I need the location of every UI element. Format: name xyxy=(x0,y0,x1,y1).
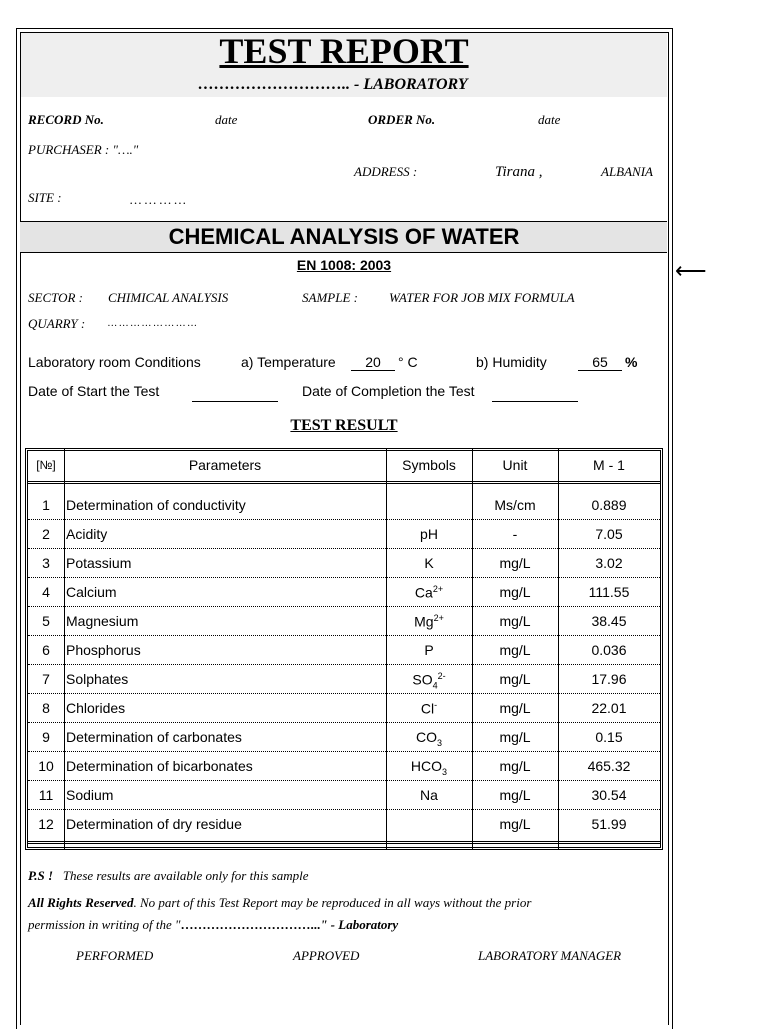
row-parameter: Chlorides xyxy=(66,700,126,716)
row-unit: mg/L xyxy=(499,787,531,803)
address-label: ADDRESS : xyxy=(354,164,418,179)
symbol-base: CO xyxy=(415,729,437,745)
row-number: 9 xyxy=(42,729,50,745)
row-separator xyxy=(28,780,660,781)
row-symbol xyxy=(386,729,472,748)
symbol-subscript: 4 xyxy=(432,680,438,691)
rights-text: . No part of this Test Report may be reproduced in all ways without the prior xyxy=(133,895,532,910)
room-conditions-label: Laboratory room Conditions xyxy=(28,354,201,370)
sample-label: SAMPLE : xyxy=(302,290,358,305)
symbol-base: Ca xyxy=(414,584,433,601)
header-unit: Unit xyxy=(502,457,528,473)
row-value: 465.32 xyxy=(587,758,631,774)
row-unit: - xyxy=(512,526,518,542)
row-symbol xyxy=(386,787,472,803)
start-date-label: Date of Start the Test xyxy=(28,383,160,399)
ps-text: These results are available only for this sample xyxy=(62,868,309,883)
quarry-value: … … … … … … … … xyxy=(108,318,197,329)
symbol-base: HCO xyxy=(410,758,443,774)
symbol-base: SO xyxy=(412,671,433,688)
row-number: 10 xyxy=(38,758,54,774)
row-unit: mg/L xyxy=(499,700,531,716)
temperature-value: 20 xyxy=(351,354,395,371)
row-parameter: Sodium xyxy=(66,787,114,803)
row-parameter: Acidity xyxy=(66,526,108,542)
temperature-label: a) Temperature xyxy=(241,354,336,370)
record-date: date xyxy=(215,112,238,127)
performed-label: PERFORMED xyxy=(76,948,154,963)
test-result-title: TEST RESULT xyxy=(290,417,398,434)
permission-end: " - xyxy=(320,917,339,932)
row-symbol xyxy=(386,613,472,630)
row-number: 3 xyxy=(42,555,50,571)
symbol-subscript: 3 xyxy=(436,737,442,748)
completion-date-line xyxy=(492,401,578,402)
symbol-base: Mg xyxy=(414,613,434,630)
symbol-superscript: - xyxy=(434,700,438,710)
row-parameter: Phosphorus xyxy=(66,642,141,658)
row-unit: mg/L xyxy=(499,584,531,600)
row-separator xyxy=(28,548,660,549)
completion-date-label: Date of Completion the Test xyxy=(302,383,475,399)
standard-title: EN 1008: 2003 xyxy=(296,257,392,273)
table-header-divider xyxy=(28,481,660,484)
row-unit: mg/L xyxy=(499,613,531,629)
order-label: ORDER No. xyxy=(368,112,436,127)
row-value: 38.45 xyxy=(591,613,627,629)
row-unit: mg/L xyxy=(499,642,531,658)
site-label: SITE : xyxy=(28,190,62,205)
row-number: 6 xyxy=(42,642,50,658)
record-label: RECORD No. xyxy=(28,112,104,127)
row-symbol xyxy=(386,555,472,571)
quarry-label: QUARRY : xyxy=(28,316,86,331)
row-value: 0.036 xyxy=(591,642,627,658)
header-parameters: Parameters xyxy=(188,457,262,473)
row-unit: mg/L xyxy=(499,729,531,745)
sector-label: SECTOR : xyxy=(28,290,84,305)
symbol-superscript: 2- xyxy=(437,671,446,681)
row-value: 7.05 xyxy=(595,526,623,542)
row-parameter: Determination of bicarbonates xyxy=(66,758,253,774)
humidity-value: 65 xyxy=(578,354,622,371)
row-unit: mg/L xyxy=(499,758,531,774)
row-number: 7 xyxy=(42,671,50,687)
row-value: 0.889 xyxy=(591,497,627,513)
row-symbol xyxy=(386,671,472,690)
symbol-base: Na xyxy=(420,787,438,803)
purchaser: PURCHASER : "…." xyxy=(28,142,139,157)
row-symbol xyxy=(386,584,472,601)
row-symbol xyxy=(386,700,472,717)
approved-label: APPROVED xyxy=(293,948,360,963)
row-separator xyxy=(28,751,660,752)
left-arrow-icon: ⟵ xyxy=(675,258,707,283)
row-value: 30.54 xyxy=(591,787,627,803)
row-parameter: Potassium xyxy=(66,555,132,571)
row-unit: mg/L xyxy=(499,671,531,687)
header-symbols: Symbols xyxy=(402,457,456,473)
symbol-base: Cl xyxy=(420,700,435,717)
row-value: 22.01 xyxy=(591,700,627,716)
symbol-base: pH xyxy=(420,526,438,542)
humidity-unit: % xyxy=(625,354,638,370)
laboratory-line: ……………………….. - LABORATORY xyxy=(198,76,468,93)
header-number: [№] xyxy=(36,458,56,472)
report-title: TEST REPORT xyxy=(219,31,469,71)
symbol-superscript: 2+ xyxy=(433,613,444,623)
row-separator xyxy=(28,577,660,578)
site-value: … … … … xyxy=(130,192,186,207)
country: ALBANIA xyxy=(601,164,653,179)
row-parameter: Determination of dry residue xyxy=(66,816,242,832)
symbol-subscript: 3 xyxy=(442,766,448,777)
row-separator xyxy=(28,635,660,636)
row-separator xyxy=(28,809,660,810)
permission-text: permission in writing of the " xyxy=(28,917,181,932)
row-separator xyxy=(28,722,660,723)
order-date: date xyxy=(538,112,561,127)
ps-label: P.S ! xyxy=(28,868,54,883)
table-col-divider xyxy=(64,448,65,850)
table-bottom-divider xyxy=(28,841,660,844)
row-separator xyxy=(28,606,660,607)
row-parameter: Solphates xyxy=(66,671,129,687)
row-unit: mg/L xyxy=(499,816,531,832)
row-number: 11 xyxy=(38,787,54,803)
row-separator xyxy=(28,519,660,520)
row-symbol xyxy=(386,758,472,777)
row-value: 3.02 xyxy=(595,555,623,571)
row-unit: mg/L xyxy=(499,555,531,571)
row-symbol xyxy=(386,642,472,658)
permission-dots: …………………………... xyxy=(180,917,321,932)
row-separator xyxy=(28,693,660,694)
row-symbol xyxy=(386,526,472,542)
manager-label: LABORATORY MANAGER xyxy=(478,948,622,963)
row-unit: Ms/cm xyxy=(494,497,536,513)
row-number: 2 xyxy=(42,526,50,542)
row-parameter: Magnesium xyxy=(66,613,139,629)
row-number: 12 xyxy=(38,816,54,832)
row-number: 8 xyxy=(42,700,50,716)
row-parameter: Calcium xyxy=(66,584,117,600)
temperature-unit: ° C xyxy=(398,354,418,370)
symbol-base: K xyxy=(424,555,434,571)
row-value: 17.96 xyxy=(591,671,627,687)
row-number: 5 xyxy=(42,613,50,629)
laboratory-word: Laboratory xyxy=(338,917,399,932)
sample-value: WATER FOR JOB MIX FORMULA xyxy=(389,290,575,305)
row-number: 1 xyxy=(42,497,50,513)
city: Tirana , xyxy=(495,164,543,180)
row-number: 4 xyxy=(42,584,50,600)
row-parameter: Determination of carbonates xyxy=(66,729,242,745)
row-parameter: Determination of conductivity xyxy=(66,497,246,513)
row-value: 51.99 xyxy=(591,816,627,832)
symbol-superscript: 2+ xyxy=(432,584,444,594)
start-date-line xyxy=(192,401,278,402)
symbol-base: P xyxy=(424,642,434,658)
row-separator xyxy=(28,664,660,665)
humidity-label: b) Humidity xyxy=(476,354,547,370)
row-value: 111.55 xyxy=(588,584,630,600)
section-title: CHEMICAL ANALYSIS OF WATER xyxy=(168,224,520,249)
rights-label: All Rights Reserved xyxy=(28,895,134,910)
sector-value: CHIMICAL ANALYSIS xyxy=(108,290,229,305)
header-m1: M - 1 xyxy=(593,457,625,473)
row-value: 0.15 xyxy=(595,729,623,745)
